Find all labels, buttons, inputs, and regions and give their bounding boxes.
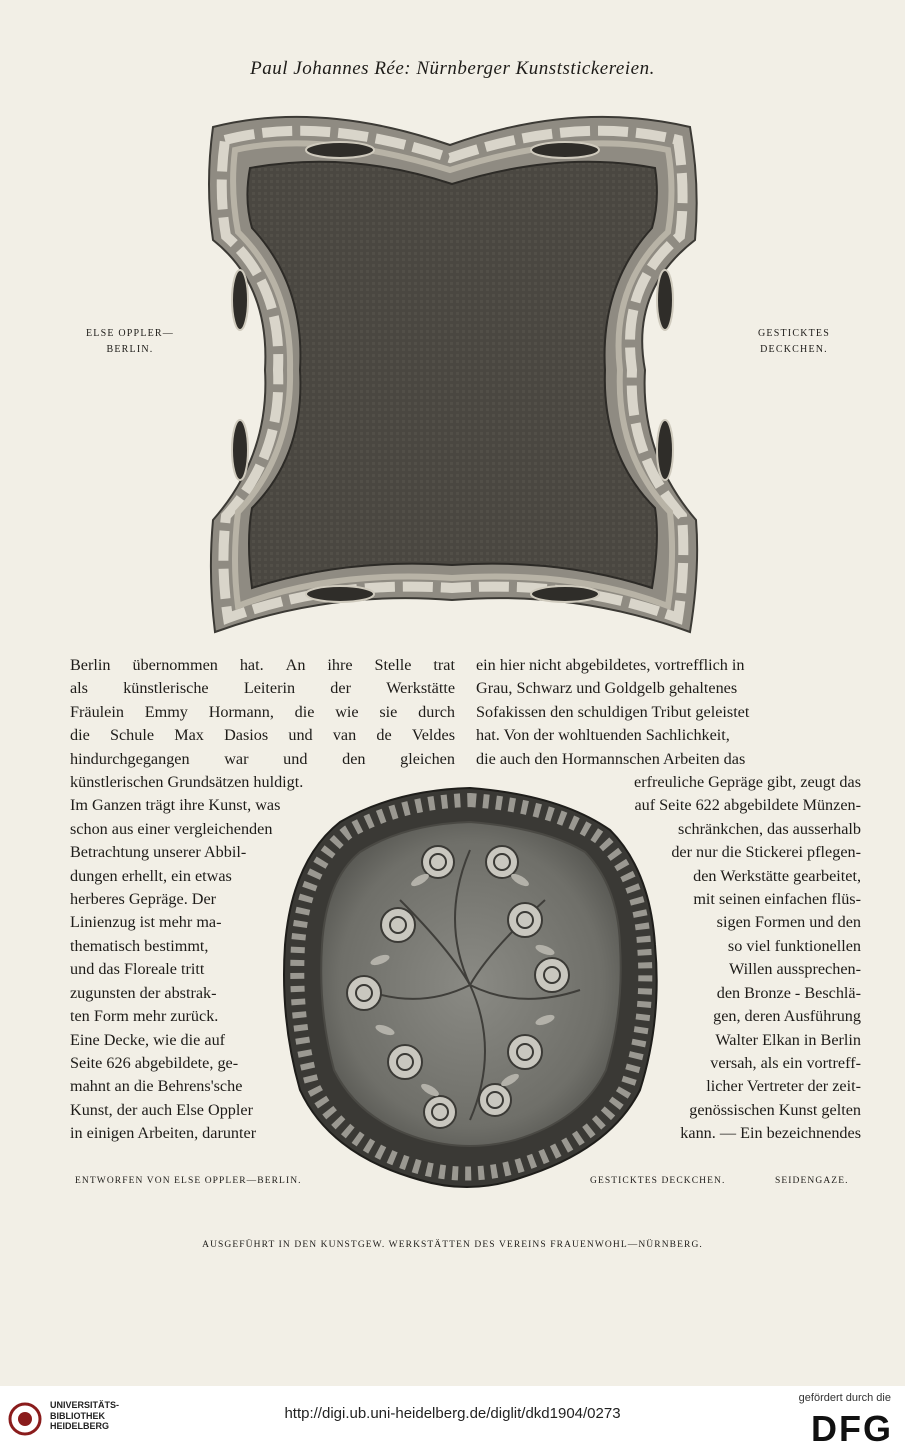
- text-line: schränkchen, das ausserhalb: [678, 819, 861, 838]
- text-line: die auch den Hormannschen Arbeiten das: [476, 749, 746, 768]
- text-line: mahnt an die Behrens'sche: [70, 1077, 243, 1096]
- text-line: Seite 626 abgebildete, ge-: [70, 1053, 239, 1072]
- text-line: sigen Formen und den: [716, 913, 861, 932]
- text-line: herberes Gepräge. Der: [70, 890, 217, 909]
- text-line: hat. Von der wohltuenden Sachlichkeit,: [476, 726, 730, 745]
- text-line: thematisch bestimmt,: [70, 936, 209, 955]
- text-line: auf Seite 622 abgebildete Münzen-: [634, 796, 861, 815]
- text-line: Fräulein Emmy Hormann, die wie sie durch: [70, 702, 455, 721]
- text-line: Berlin übernommen hat. An ihre Stelle trat: [70, 656, 455, 674]
- figure-left-label-line: ELSE OPPLER—: [85, 328, 175, 339]
- figure-right-label: [740, 326, 848, 358]
- text-line: kann. — Ein bezeichnendes: [680, 1124, 861, 1143]
- library-logo-line: BIBLIOTHEK: [50, 1410, 105, 1421]
- text-line: Im Ganzen trägt ihre Kunst, was: [70, 796, 281, 815]
- caption-execution: AUSGEFÜHRT IN DEN KUNSTGEW. WERKSTÄTTEN DES VEREINS FRAUENWOHL—NÜRNBERG.: [202, 1240, 703, 1250]
- text-line: ten Form mehr zurück.: [70, 1007, 219, 1026]
- text-line: den Werkstätte gearbeitet,: [693, 866, 861, 885]
- text-line: die Schule Max Dasios und van de Veldes: [70, 726, 455, 745]
- text-line: Walter Elkan in Berlin: [715, 1030, 861, 1049]
- text-line: Betrachtung unserer Abbil-: [70, 843, 247, 862]
- square-doily-image: [209, 117, 697, 632]
- running-header: Paul Johannes Rée: Nürnberger Kunststickereien.: [250, 58, 655, 79]
- figure-left-label-line: BERLIN.: [106, 344, 154, 355]
- text-line: dungen erhellt, ein etwas: [70, 866, 232, 885]
- text-line: künstlerischen Grundsätzen huldigt.: [70, 773, 304, 792]
- caption-title: GESTICKTES DECKCHEN.: [590, 1176, 726, 1186]
- text-line: Willen aussprechen-: [729, 960, 861, 979]
- text-line: ein hier nicht abgebildetes, vortrefflich in: [476, 656, 745, 674]
- digitization-footer: [0, 1386, 905, 1452]
- caption-designer: ENTWORFEN VON ELSE OPPLER—BERLIN.: [75, 1176, 302, 1186]
- dfg-logo: DFG: [811, 1408, 893, 1449]
- text-line: versah, als ein vortreff-: [710, 1053, 861, 1072]
- funding-note: gefördert durch die: [798, 1392, 891, 1404]
- text-line: erfreuliche Gepräge gibt, zeugt das: [634, 773, 861, 792]
- text-line: der nur die Stickerei pflegen-: [671, 843, 861, 862]
- source-url-link[interactable]: http://digi.ub.uni-heidelberg.de/diglit/dkd1904/0273: [284, 1405, 621, 1422]
- library-logo-line: UNIVERSITÄTS-: [50, 1400, 120, 1410]
- text-line: so viel funktionellen: [727, 936, 861, 955]
- caption-material: SEIDENGAZE.: [775, 1176, 849, 1186]
- text-line: Eine Decke, wie die auf: [70, 1030, 226, 1049]
- text-line: hindurchgegangen war und den gleichen: [70, 749, 455, 768]
- figure-right-label-line: DECKCHEN.: [760, 344, 828, 355]
- right-text-column: [476, 654, 861, 1146]
- text-line: zugunsten der abstrak-: [70, 983, 217, 1002]
- text-line: und das Floreale tritt: [70, 960, 205, 979]
- library-logo-line: HEIDELBERG: [50, 1421, 110, 1431]
- text-line: Linienzug ist mehr ma-: [70, 913, 222, 932]
- text-line: mit seinen einfachen flüs-: [693, 890, 861, 909]
- text-line: genössischen Kunst gelten: [689, 1100, 861, 1119]
- text-line: in einigen Arbeiten, darunter: [70, 1124, 257, 1143]
- figure-left-label: [70, 326, 190, 358]
- text-line: den Bronze - Beschlä-: [716, 983, 861, 1002]
- text-line: als künstlerische Leiterin der Werkstätte: [70, 679, 455, 698]
- left-text-column: [70, 654, 455, 1146]
- text-line: Kunst, der auch Else Oppler: [70, 1100, 253, 1119]
- text-line: gen, deren Ausführung: [713, 1007, 861, 1026]
- text-line: licher Vertreter der zeit-: [706, 1077, 861, 1096]
- figure-right-label-line: GESTICKTES: [758, 328, 830, 339]
- text-line: Sofakissen den schuldigen Tribut geleistet: [476, 702, 750, 721]
- text-line: schon aus einer vergleichenden: [70, 819, 273, 838]
- text-line: Grau, Schwarz und Goldgelb gehaltenes: [476, 679, 738, 698]
